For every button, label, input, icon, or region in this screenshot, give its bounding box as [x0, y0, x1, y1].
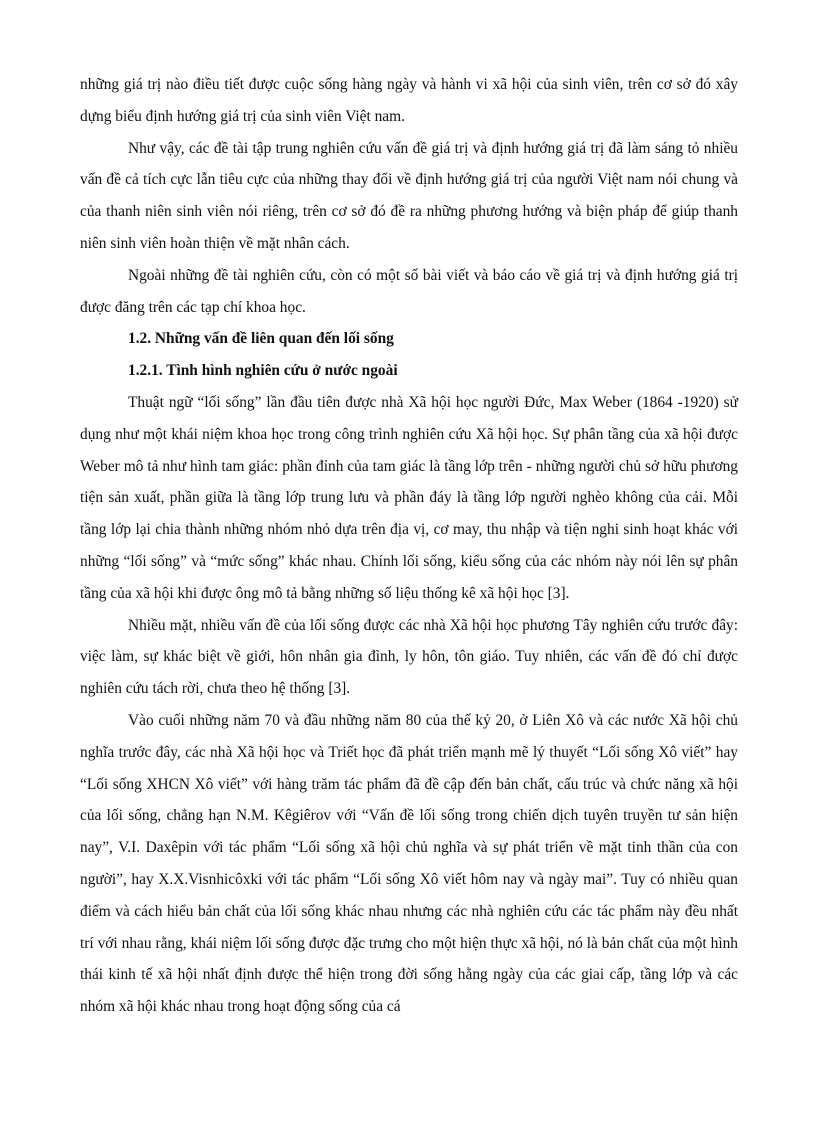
paragraph-weber: Thuật ngữ “lối sống” lần đầu tiên được nhà Xã hội học người Đức, Max Weber (1864 -1920) sử dụng như một khái niệm khoa học trong công trình nghiên cứu Xã hội học. Sự phân tầng của xã hội được Weber mô tả như hình tam giác: phần đỉnh của tam giác là tầng lớp trên - những người chủ sở hữu phương tiện sản xuất, phần giữa là tầng lớp trung lưu và phần đáy là tầng lớp người nghèo không của cải. Mỗi tầng lớp lại chia thành những nhóm nhỏ dựa trên địa vị, cơ may, thu nhập và tiện nghi sinh hoạt khác với những “lối sống” và “mức sống” khác nhau. Chính lối sống, kiểu sống của các nhóm này nói lên sự phân tầng của xã hội khi được ông mô tả bằng những số liệu thống kê xã hội học [3]. — [80, 393, 738, 602]
paragraph-summary: Như vậy, các đề tài tập trung nghiên cứu vấn đề giá trị và định hướng giá trị đã làm sáng tỏ nhiều vấn đề cả tích cực lẫn tiêu cực của những thay đổi về định hướng giá trị của người Việt nam nói chung và của thanh niên sinh viên nói riêng, trên cơ sở đó đề ra những phương hướng và biện pháp để giúp thanh niên sinh viên hoàn thiện về mặt nhân cách. — [80, 139, 738, 252]
subsection-heading-1-2-1: 1.2.1. Tình hình nghiên cứu ở nước ngoài — [128, 362, 398, 380]
paragraph-western-sociologists: Nhiều mặt, nhiều vấn đề của lối sống được các nhà Xã hội học phương Tây nghiên cứu trước đây: việc làm, sự khác biệt về giới, hôn nhân gia đình, ly hôn, tôn giáo. Tuy nhiên, các vấn đề đó chỉ được nghiên cứu tách rời, chưa theo hệ thống [3]. — [80, 616, 738, 698]
paragraph-soviet-lifestyle: Vào cuối những năm 70 và đầu những năm 80 của thế kỷ 20, ở Liên Xô và các nước Xã hội chủ nghĩa trước đây, các nhà Xã hội học và Triết học đã phát triển mạnh mẽ lý thuyết “Lối sống Xô viết” hay “Lối sống XHCN Xô viết” với hàng trăm tác phẩm đã đề cập đến bản chất, cấu trúc và chức năng xã hội của lối sống, chẳng hạn N.M. Kêgiêrov với “Vấn đề lối sống trong chiến dịch tuyên truyền tư sản hiện nay”, V.I. Daxêpin với tác phẩm “Lối sống xã hội chủ nghĩa và sự phát triển về mặt tinh thần của con người”, hay X.X.Visnhicôxki với tác phẩm “Lối sống Xô viết hôm nay và ngày mai”. Tuy có nhiều quan điểm và cách hiểu bản chất của lối sống khác nhau nhưng các nhà nghiên cứu các tác phẩm này đều nhất trí với nhau rằng, khái niệm lối sống được đặc trưng cho một hiện thực xã hội, nó là bản chất của một hình thái kinh tế xã hội nhất định được thể hiện trong đời sống hằng ngày của các giai cấp, tầng lớp và các nhóm xã hội khác nhau trong hoạt động sống của cá — [80, 711, 738, 1016]
document-page — [80, 69, 738, 1023]
section-heading-1-2: 1.2. Những vấn đề liên quan đến lối sống — [128, 330, 394, 348]
paragraph-continuation: những giá trị nào điều tiết được cuộc sống hàng ngày và hành vi xã hội của sinh viên, trên cơ sở đó xây dựng biểu định hướng giá trị của sinh viên Việt nam. — [80, 76, 738, 125]
paragraph-articles: Ngoài những đề tài nghiên cứu, còn có một số bài viết và báo cáo về giá trị và định hướng giá trị được đăng trên các tạp chí khoa học. — [80, 266, 738, 316]
